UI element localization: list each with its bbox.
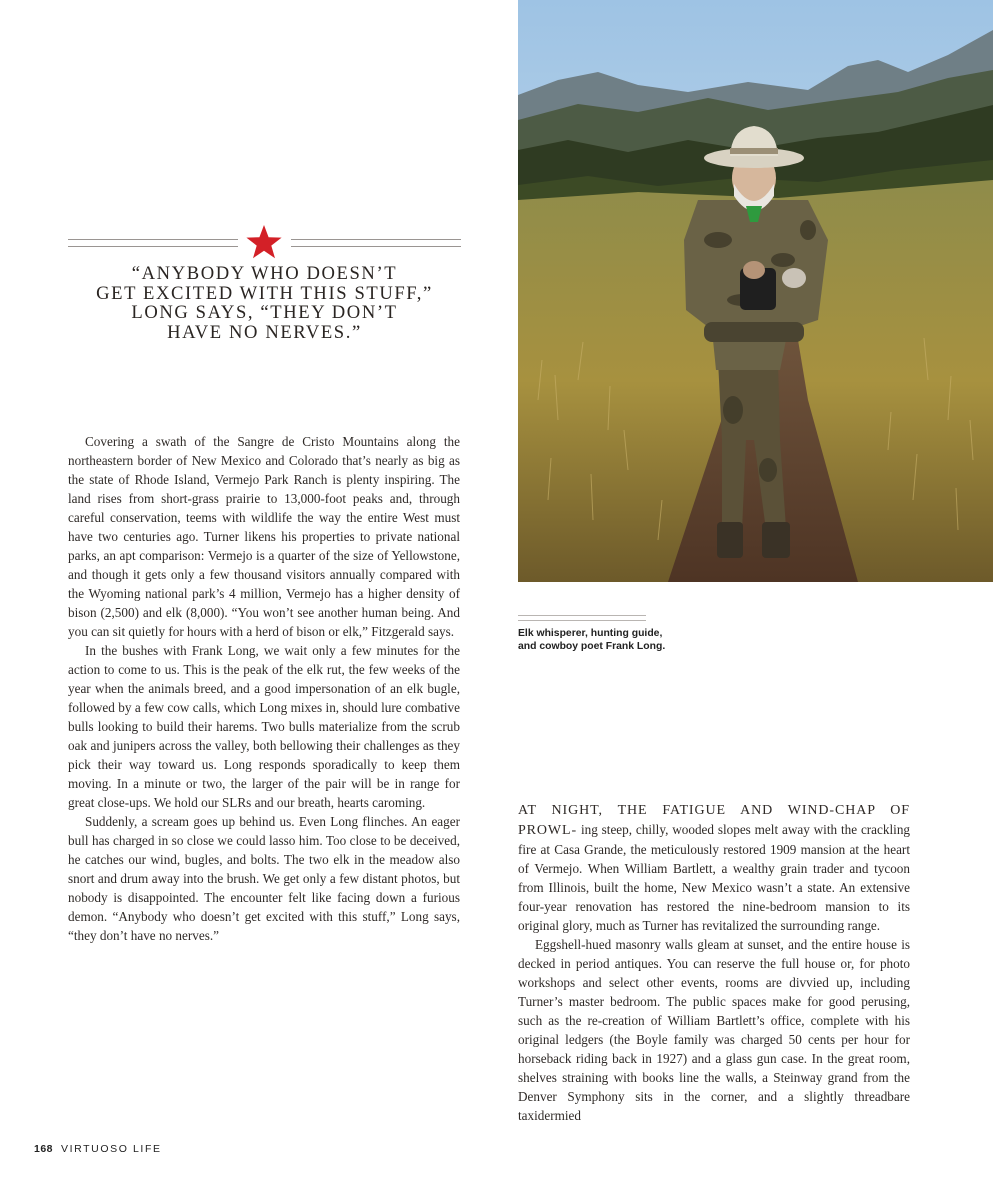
divider-rule-right (291, 239, 461, 247)
divider-rule-left (68, 239, 238, 247)
caption-rule (518, 615, 646, 621)
section-lead-in: AT NIGHT, THE FATIGUE AND WIND-CHAP OF PROWL- (518, 803, 910, 838)
body-paragraph: Eggshell-hued masonry walls gleam at sunset, and the entire house is decked in period antiques. You can reserve the full house or, for photo workshops and select other events, rooms are divvied up, including Turner’s master bedroom. The public spaces make for good perusing, such as the re-creation of William Bartlett’s office, complete with his original ledgers (the Boyle family was charged 50 cents per hour for horseback riding back in 1927) and a glass gun case. In the great room, shelves straining with books line the walls, a Steinway grand from the Denver Symphony sits in the corner, and a slightly threadbare taxidermied (518, 937, 910, 1123)
pull-quote-line: “ANYBODY WHO DOESN’T (131, 263, 398, 284)
article-column-right (518, 800, 910, 1125)
body-paragraph: Covering a swath of the Sangre de Cristo Mountains along the northeastern border of New Mexico and Colorado that’s nearly as big as the state of Rhode Island, Vermejo Park Ranch is plenty inspiring. The land rises from short-grass prairie to 13,000-foot peaks and, through careful conservation, teems with wildlife the way the entire West must have two centuries ago. Turner likens his properties to private national parks, an apt comparison: Vermejo is a quarter of the size of Yellowstone, and though it gets only a few thousand visitors annually compared with the Wyoming national park’s 4 million, Vermejo has a higher density of bison (2,500) and elk (8,000). “You won’t see another human being. And you can sit quietly for hours with a herd of bison or elk,” Fitzgerald says. (68, 434, 460, 639)
pull-quote-divider (68, 224, 461, 260)
section-opening-text: ing steep, chilly, wooded slopes melt away with the crackling fire at Casa Grande, the meticulously restored 1909 mansion at the heart of Vermejo. When William Bartlett, a wealthy grain trader and tycoon from Illinois, built the home, New Mexico wasn’t a state. An extensive four-year renovation has restored the nine-bedroom mansion to its original glory, much as Turner has revitalized the surrounding range. (518, 822, 911, 933)
body-paragraph: In the bushes with Frank Long, we wait only a few minutes for the action to come to us. This is the peak of the elk rut, the few weeks of the year when the animals breed, and a good impersonation of an elk bugle, followed by a few cow calls, which Long mixes in, should lure combative bulls looking to build their harems. Two bulls materialize from the scrub oak and junipers across the valley, both bellowing their challenges as they pick their way toward us. Long responds sporadically to keep them moving. In a minute or two, the larger of the pair will be in range for great close-ups. We hold our SLRs and our breath, hearts caroming. (68, 643, 460, 810)
caption-line: Elk whisperer, hunting guide, (518, 628, 663, 639)
body-paragraph: Suddenly, a scream goes up behind us. Even Long flinches. An eager bull has charged in so close we could lasso him. Too close to be deceived, he catches our wind, bugles, and bolts. The two elk in the meadow also snort and drum away into the brush. We get only a few distant photos, but nobody is disappointed. The encounter felt like facing down a furious demon. “Anybody who doesn’t get excited with this stuff,” Long says, “they don’t have no nerves.” (68, 814, 460, 943)
publication-name: VIRTUOSO LIFE (61, 1143, 162, 1155)
caption-line: and cowboy poet Frank Long. (518, 641, 666, 652)
hero-photo (518, 0, 993, 582)
pull-quote-line: LONG SAYS, “THEY DON’T (131, 302, 398, 324)
star-icon (245, 224, 283, 260)
section-opening-paragraph (518, 800, 910, 935)
article-column-left (68, 432, 460, 945)
pull-quote (68, 264, 461, 342)
pull-quote-line: HAVE NO NERVES.” (167, 321, 362, 343)
pull-quote-line: GET EXCITED WITH THIS STUFF,” (96, 282, 433, 304)
page-folio (34, 1143, 162, 1155)
photo-illustration (518, 0, 993, 582)
page-number: 168 (34, 1143, 54, 1155)
photo-caption (518, 627, 718, 653)
